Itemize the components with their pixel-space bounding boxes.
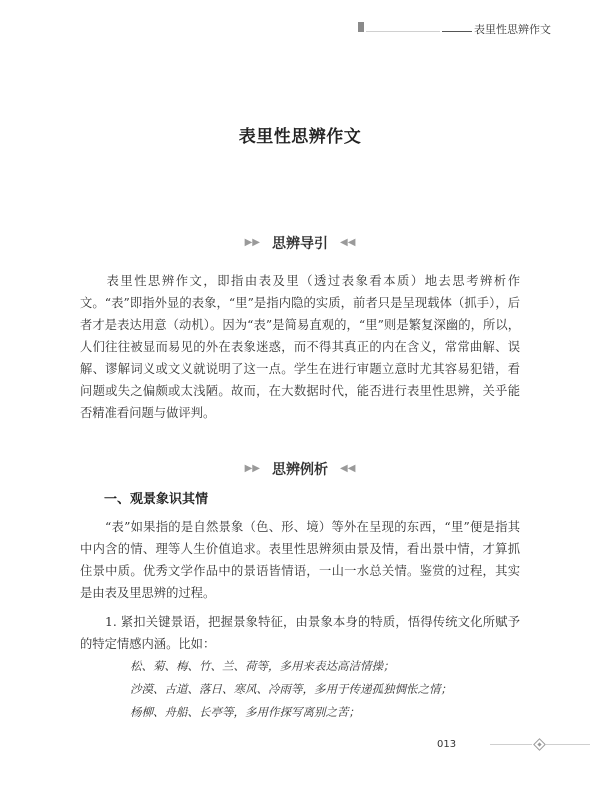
- example-list: [130, 655, 510, 724]
- point-paragraph: 1. 紧扣关键景语，把握景象特征，由景象本身的特质，悟得传统文化所赋予的特定情感内涵。比如：: [80, 615, 520, 651]
- footer-ornament: [490, 738, 590, 750]
- example-item: 松、菊、梅、竹、兰、荷等，多用来表达高洁情操；: [130, 659, 395, 673]
- running-header: [358, 20, 588, 36]
- section-heading-guide: [0, 230, 600, 250]
- header-rule-accent: [442, 31, 472, 32]
- body-paragraph: “表”如果指的是自然景象（色、形、境）等外在呈现的东西，“里”便是指其中内含的情、理等人生价值追求。表里性思辨须由景及情，看出景中情，才算抓住景中质。优秀文学作品中的景语皆情语，一山一水总关情。鉴赏的过程，其实是由表及里思辨的过程。: [80, 520, 520, 600]
- diamond-icon: [533, 738, 546, 751]
- intro-paragraph: 表里性思辨作文，即指由表及里（透过表象看本质）地去思考辨析作文。“表”即指外显的表象，“里”是指内隐的实质，前者只是呈现载体（抓手），后者才是表达用意（动机）。因为“表”是简易直观的，“里”则是繁复深幽的，所以，人们往往被显而易见的外在表象迷惑，而不得其真正的内在含义，常常曲解、误解、谬解词义或文义就说明了这一点。学生在进行审题立意时尤其容易犯错，看问题或失之偏颇或太浅陋。故而，在大数据时代，能否进行表里性思辨，关乎能否精准看问题与做评判。: [80, 274, 520, 420]
- double-arrow-right-icon: ▶▶: [244, 463, 260, 474]
- section-heading-analysis: [0, 456, 600, 476]
- page-number: 013: [437, 739, 457, 750]
- footer-rule: [546, 744, 590, 745]
- subheading: 一、观景象识其情: [104, 492, 209, 507]
- header-marker-icon: [358, 22, 364, 32]
- page-title: 表里性思辨作文: [238, 127, 362, 147]
- footer-rule: [490, 744, 532, 745]
- double-arrow-left-icon: ◀◀: [340, 463, 356, 474]
- section-heading-label: 思辨例析: [272, 462, 328, 478]
- header-rule: [366, 31, 440, 32]
- double-arrow-right-icon: ▶▶: [244, 237, 260, 248]
- section-heading-label: 思辨导引: [272, 236, 328, 252]
- example-item: 沙漠、古道、落日、寒风、冷雨等，多用于传递孤独惆怅之情；: [130, 682, 452, 696]
- example-item: 杨柳、舟船、长亭等，多用作探写离别之苦；: [130, 705, 360, 719]
- double-arrow-left-icon: ◀◀: [340, 237, 356, 248]
- running-header-title: 表里性思辨作文: [474, 23, 551, 36]
